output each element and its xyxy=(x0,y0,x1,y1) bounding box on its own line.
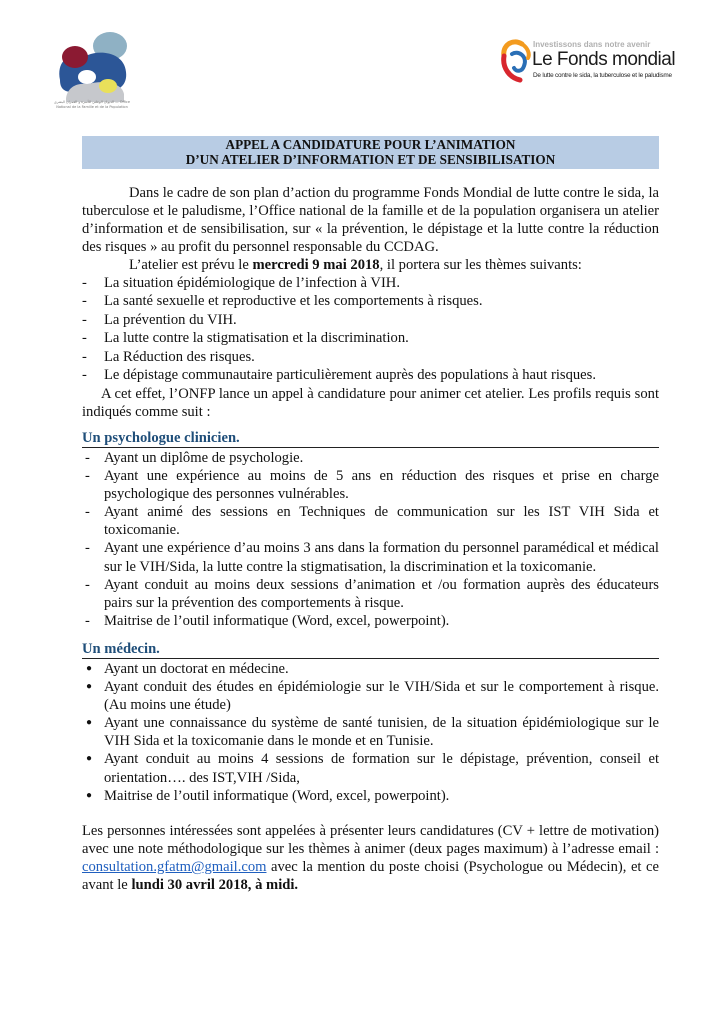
requirement-text: Ayant conduit des études en épidémiologie sur le VIH/Sida et sur le comportement à risque. (Au moins une étude) xyxy=(104,679,659,714)
onfp-logo xyxy=(52,30,132,110)
dash-marker-icon: - xyxy=(82,330,87,347)
section-heading-psychologue: Un psychologue clinicien. xyxy=(82,429,659,448)
requirement-text: Ayant animé des sessions en Techniques de communication sur les IST VIH Sida et toxicomanie. xyxy=(104,504,659,539)
bullet-icon: ● xyxy=(86,753,93,765)
dash-marker-icon: - xyxy=(82,275,87,291)
dash-marker-icon: - xyxy=(85,540,90,557)
list-item xyxy=(82,750,659,786)
requirement-text: Ayant un doctorat en médecine. xyxy=(104,661,289,677)
requirement-text: Maitrise de l’outil informatique (Word, excel, powerpoint). xyxy=(104,787,450,804)
bullet-icon: ● xyxy=(86,681,93,693)
list-item xyxy=(82,467,659,503)
requirement-text: Ayant une connaissance du système de santé tunisien, de la situation épidémiologique sur le VIH Sida et la toxicomanie dans le monde et en Tunisie. xyxy=(104,715,659,750)
email-link[interactable]: consultation.gfatm@gmail.com xyxy=(82,859,267,875)
global-fund-subtitle: De lutte contre le sida, la tuberculose et le paludisme xyxy=(533,72,672,79)
dash-marker-icon: - xyxy=(82,348,87,365)
closing-paragraph xyxy=(82,822,659,894)
requirement-text: Maitrise de l’outil informatique (Word, excel, powerpoint). xyxy=(104,612,450,629)
date-text-after: , il portera sur les thèmes suivants: xyxy=(379,257,582,273)
themes-list xyxy=(82,274,659,384)
theme-text: La lutte contre la stigmatisation et la discrimination. xyxy=(104,330,409,347)
list-item xyxy=(82,292,659,310)
dash-marker-icon: - xyxy=(85,576,90,593)
global-fund-logo xyxy=(498,36,678,86)
list-item xyxy=(82,449,659,467)
onfp-logo-caption: الديوان الوطني للأسرة و العمران البشري — Office National de la Famille et de la Population xyxy=(54,100,130,109)
workshop-date: mercredi 9 mai 2018 xyxy=(252,257,380,273)
list-item xyxy=(82,612,659,630)
bullet-icon: ● xyxy=(86,717,93,729)
title-line-2: D’UN ATELIER D’INFORMATION ET DE SENSIBILISATION xyxy=(185,152,556,167)
dash-marker-icon: - xyxy=(85,612,90,629)
list-item xyxy=(82,329,659,347)
list-item xyxy=(82,678,659,714)
onfp-family-icon xyxy=(52,30,132,102)
intro-paragraph: Dans le cadre de son plan d’action du programme Fonds Mondial de lutte contre le sida, la tuberculose et le paludisme, l’Office national de la famille et de la population organisera un atelier d’information et de sensibilisation, sur « la prévention, le dépistage et la lutte contre la réduction des risques » au profit du personnel responsable du CCDAG. xyxy=(82,185,659,255)
list-item xyxy=(82,539,659,575)
requirement-text: Ayant une expérience d’au moins 3 ans dans la formation du personnel paramédical et médical sur le VIH/Sida, la lutte contre la stigmatisation, la discrimination et la toxicomanie. xyxy=(104,540,659,575)
bullet-icon: ● xyxy=(86,663,93,674)
psychologue-requirements xyxy=(82,449,659,630)
theme-text: La situation épidémiologique de l’infection à VIH. xyxy=(104,275,400,291)
theme-text: La prévention du VIH. xyxy=(104,311,237,328)
dash-marker-icon: - xyxy=(82,367,87,384)
list-item xyxy=(82,787,659,805)
medecin-requirements xyxy=(82,660,659,805)
workshop-date-paragraph xyxy=(82,256,659,274)
dash-marker-icon: - xyxy=(85,450,90,466)
dash-marker-icon: - xyxy=(82,293,87,310)
dash-marker-icon: - xyxy=(82,311,87,328)
list-item xyxy=(82,714,659,750)
closing-text-after: avec la mention du poste choisi (Psychologue ou Médecin), et ce avant le xyxy=(82,859,659,893)
requirement-text: Ayant un diplôme de psychologie. xyxy=(104,450,304,466)
profiles-intro-paragraph: A cet effet, l’ONFP lance un appel à candidature pour animer cet atelier. Les profils requis sont indiqués comme suit : xyxy=(82,386,659,420)
global-fund-swirl-icon xyxy=(498,36,532,86)
dash-marker-icon: - xyxy=(85,468,90,485)
theme-text: La Réduction des risques. xyxy=(104,348,255,365)
title-line-1: APPEL A CANDIDATURE POUR L’ANIMATION xyxy=(225,137,516,152)
dash-marker-icon: - xyxy=(85,504,90,521)
bullet-icon: ● xyxy=(86,789,93,801)
list-item xyxy=(82,348,659,366)
theme-text: Le dépistage communautaire particulièrement auprès des populations à haut risques. xyxy=(104,367,596,384)
date-text-before: L’atelier est prévu le xyxy=(129,257,253,273)
closing-text-before: Les personnes intéressées sont appelées à présenter leurs candidatures (CV + lettre de motivation) avec une note méthodologique sur les thèmes à animer (deux pages maximum) à l’adresse email : xyxy=(82,823,659,857)
list-item xyxy=(82,311,659,329)
global-fund-brand: Le Fonds mondial xyxy=(532,49,676,70)
deadline: lundi 30 avril 2018, à midi. xyxy=(131,877,299,893)
global-fund-tagline: Investissons dans notre avenir xyxy=(533,40,651,49)
list-item xyxy=(82,660,659,678)
list-item xyxy=(82,503,659,539)
list-item xyxy=(82,576,659,612)
requirement-text: Ayant conduit au moins 4 sessions de formation sur le dépistage, prévention, conseil et orientation…. des IST,VIH /Sida, xyxy=(104,751,659,786)
theme-text: La santé sexuelle et reproductive et les comportements à risques. xyxy=(104,293,483,310)
list-item xyxy=(82,274,659,292)
list-item xyxy=(82,366,659,384)
requirement-text: Ayant une expérience au moins de 5 ans en réduction des risques et prise en charge psychologique des personnes vulnérables. xyxy=(104,468,659,503)
title-banner xyxy=(82,136,659,169)
section-heading-medecin: Un médecin. xyxy=(82,640,659,659)
requirement-text: Ayant conduit au moins deux sessions d’animation et /ou formation auprès des éducateurs pairs sur la prévention des comportements à risque. xyxy=(104,576,659,611)
